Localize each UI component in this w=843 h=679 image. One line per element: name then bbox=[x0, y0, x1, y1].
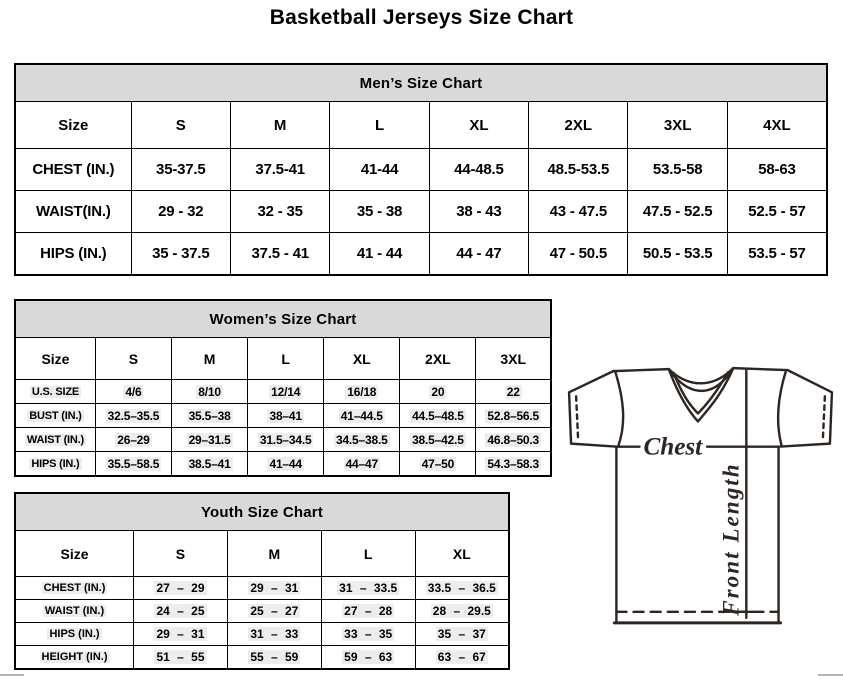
column-header: XL bbox=[415, 531, 509, 577]
left-sleeve bbox=[569, 371, 623, 447]
column-header: M bbox=[230, 102, 329, 149]
size-cell: 24 – 25 bbox=[134, 600, 228, 623]
column-header: Size bbox=[15, 531, 134, 577]
size-cell: 54.3–58.3 bbox=[476, 452, 551, 477]
size-cell: 47–50 bbox=[400, 452, 476, 477]
size-cell: 35-37.5 bbox=[131, 149, 230, 191]
womens-chart-title: Women’s Size Chart bbox=[15, 300, 551, 338]
row-label: WAIST(IN.) bbox=[15, 191, 131, 233]
youth-header-row bbox=[15, 531, 509, 577]
column-header: 2XL bbox=[400, 338, 476, 380]
size-cell: 44.5–48.5 bbox=[400, 404, 476, 428]
youth-size-chart-table bbox=[14, 492, 510, 670]
size-cell: 32.5–35.5 bbox=[95, 404, 171, 428]
column-header: S bbox=[134, 531, 228, 577]
size-cell: 53.5 - 57 bbox=[727, 233, 827, 276]
column-header: 3XL bbox=[628, 102, 727, 149]
size-cell: 53.5-58 bbox=[628, 149, 727, 191]
size-cell: 32 - 35 bbox=[230, 191, 329, 233]
size-cell: 44-48.5 bbox=[429, 149, 528, 191]
column-header: XL bbox=[429, 102, 528, 149]
mens-size-chart-table bbox=[14, 63, 828, 276]
chest-label: Chest bbox=[643, 433, 703, 461]
size-cell: 59 – 63 bbox=[321, 646, 415, 670]
right-sleeve bbox=[778, 370, 832, 447]
size-cell: 22 bbox=[476, 380, 551, 404]
column-header: L bbox=[330, 102, 429, 149]
size-cell: 41–44 bbox=[248, 452, 324, 477]
size-cell: 51 – 55 bbox=[134, 646, 228, 670]
row-label: HIPS (IN.) bbox=[15, 452, 95, 477]
column-header: Size bbox=[15, 102, 131, 149]
column-header: 4XL bbox=[727, 102, 827, 149]
size-cell: 29 – 31 bbox=[227, 577, 321, 600]
collar bbox=[669, 368, 733, 421]
row-label: WAIST (IN.) bbox=[15, 600, 134, 623]
youth-chest-row bbox=[15, 577, 509, 600]
mens-waist-row bbox=[15, 191, 827, 233]
column-header: 2XL bbox=[529, 102, 628, 149]
size-cell: 31 – 33.5 bbox=[321, 577, 415, 600]
mens-chest-row bbox=[15, 149, 827, 191]
mens-hips-row bbox=[15, 233, 827, 276]
jersey-measurement-diagram bbox=[560, 358, 842, 630]
size-cell: 41–44.5 bbox=[324, 404, 400, 428]
size-cell: 31 – 33 bbox=[227, 623, 321, 646]
mens-chart-title: Men’s Size Chart bbox=[15, 64, 827, 102]
womens-waist-row bbox=[15, 428, 551, 452]
size-cell: 38–41 bbox=[248, 404, 324, 428]
size-cell: 58-63 bbox=[727, 149, 827, 191]
column-header: S bbox=[131, 102, 230, 149]
row-label: CHEST (IN.) bbox=[15, 149, 131, 191]
size-cell: 55 – 59 bbox=[227, 646, 321, 670]
size-cell: 35 - 37.5 bbox=[131, 233, 230, 276]
scrollbar-fragment-left[interactable] bbox=[0, 674, 24, 676]
size-cell: 37.5 - 41 bbox=[230, 233, 329, 276]
row-label: HEIGHT (IN.) bbox=[15, 646, 134, 670]
column-header: L bbox=[248, 338, 324, 380]
size-cell: 29 - 32 bbox=[131, 191, 230, 233]
womens-size-chart-table bbox=[14, 299, 552, 477]
size-cell: 52.8–56.5 bbox=[476, 404, 551, 428]
size-cell: 35.5–58.5 bbox=[95, 452, 171, 477]
size-cell: 47 - 50.5 bbox=[529, 233, 628, 276]
row-label: HIPS (IN.) bbox=[15, 233, 131, 276]
size-cell: 41-44 bbox=[330, 149, 429, 191]
column-header: M bbox=[227, 531, 321, 577]
womens-header-row bbox=[15, 338, 551, 380]
size-cell: 29 – 31 bbox=[134, 623, 228, 646]
size-cell: 26–29 bbox=[95, 428, 171, 452]
womens-us-size-row bbox=[15, 380, 551, 404]
size-cell: 44 - 47 bbox=[429, 233, 528, 276]
youth-hips-row bbox=[15, 623, 509, 646]
size-cell: 46.8–50.3 bbox=[476, 428, 551, 452]
womens-bust-row bbox=[15, 404, 551, 428]
mens-header-row bbox=[15, 102, 827, 149]
row-label: HIPS (IN.) bbox=[15, 623, 134, 646]
row-label: CHEST (IN.) bbox=[15, 577, 134, 600]
size-cell: 33 – 35 bbox=[321, 623, 415, 646]
column-header: XL bbox=[324, 338, 400, 380]
size-cell: 31.5–34.5 bbox=[248, 428, 324, 452]
size-cell: 43 - 47.5 bbox=[529, 191, 628, 233]
size-cell: 35 – 37 bbox=[415, 623, 509, 646]
size-cell: 25 – 27 bbox=[227, 600, 321, 623]
row-label: U.S. SIZE bbox=[15, 380, 95, 404]
size-cell: 4/6 bbox=[95, 380, 171, 404]
size-cell: 8/10 bbox=[172, 380, 248, 404]
size-cell: 48.5-53.5 bbox=[529, 149, 628, 191]
size-cell: 50.5 - 53.5 bbox=[628, 233, 727, 276]
column-header: 3XL bbox=[476, 338, 551, 380]
size-cell: 38 - 43 bbox=[429, 191, 528, 233]
size-cell: 34.5–38.5 bbox=[324, 428, 400, 452]
youth-height-row bbox=[15, 646, 509, 670]
size-cell: 27 – 28 bbox=[321, 600, 415, 623]
size-cell: 12/14 bbox=[248, 380, 324, 404]
column-header: Size bbox=[15, 338, 95, 380]
row-label: BUST (IN.) bbox=[15, 404, 95, 428]
size-cell: 27 – 29 bbox=[134, 577, 228, 600]
size-cell: 28 – 29.5 bbox=[415, 600, 509, 623]
size-cell: 29–31.5 bbox=[172, 428, 248, 452]
size-cell: 35.5–38 bbox=[172, 404, 248, 428]
size-cell: 63 – 67 bbox=[415, 646, 509, 670]
size-cell: 33.5 – 36.5 bbox=[415, 577, 509, 600]
column-header: M bbox=[172, 338, 248, 380]
size-cell: 52.5 - 57 bbox=[727, 191, 827, 233]
size-cell: 16/18 bbox=[324, 380, 400, 404]
youth-chart-title: Youth Size Chart bbox=[15, 493, 509, 531]
size-cell: 35 - 38 bbox=[330, 191, 429, 233]
size-cell: 41 - 44 bbox=[330, 233, 429, 276]
youth-waist-row bbox=[15, 600, 509, 623]
size-cell: 20 bbox=[400, 380, 476, 404]
size-cell: 38.5–41 bbox=[172, 452, 248, 477]
jersey-outline bbox=[613, 368, 787, 371]
front-length-label: Front Length bbox=[718, 462, 745, 616]
scrollbar-fragment-right[interactable] bbox=[818, 674, 843, 676]
jersey-body bbox=[614, 447, 780, 623]
page-title: Basketball Jerseys Size Chart bbox=[269, 6, 574, 29]
womens-hips-row bbox=[15, 452, 551, 477]
size-cell: 47.5 - 52.5 bbox=[628, 191, 727, 233]
size-cell: 38.5–42.5 bbox=[400, 428, 476, 452]
size-cell: 44–47 bbox=[324, 452, 400, 477]
column-header: S bbox=[95, 338, 171, 380]
column-header: L bbox=[321, 531, 415, 577]
row-label: WAIST (IN.) bbox=[15, 428, 95, 452]
size-cell: 37.5-41 bbox=[230, 149, 329, 191]
